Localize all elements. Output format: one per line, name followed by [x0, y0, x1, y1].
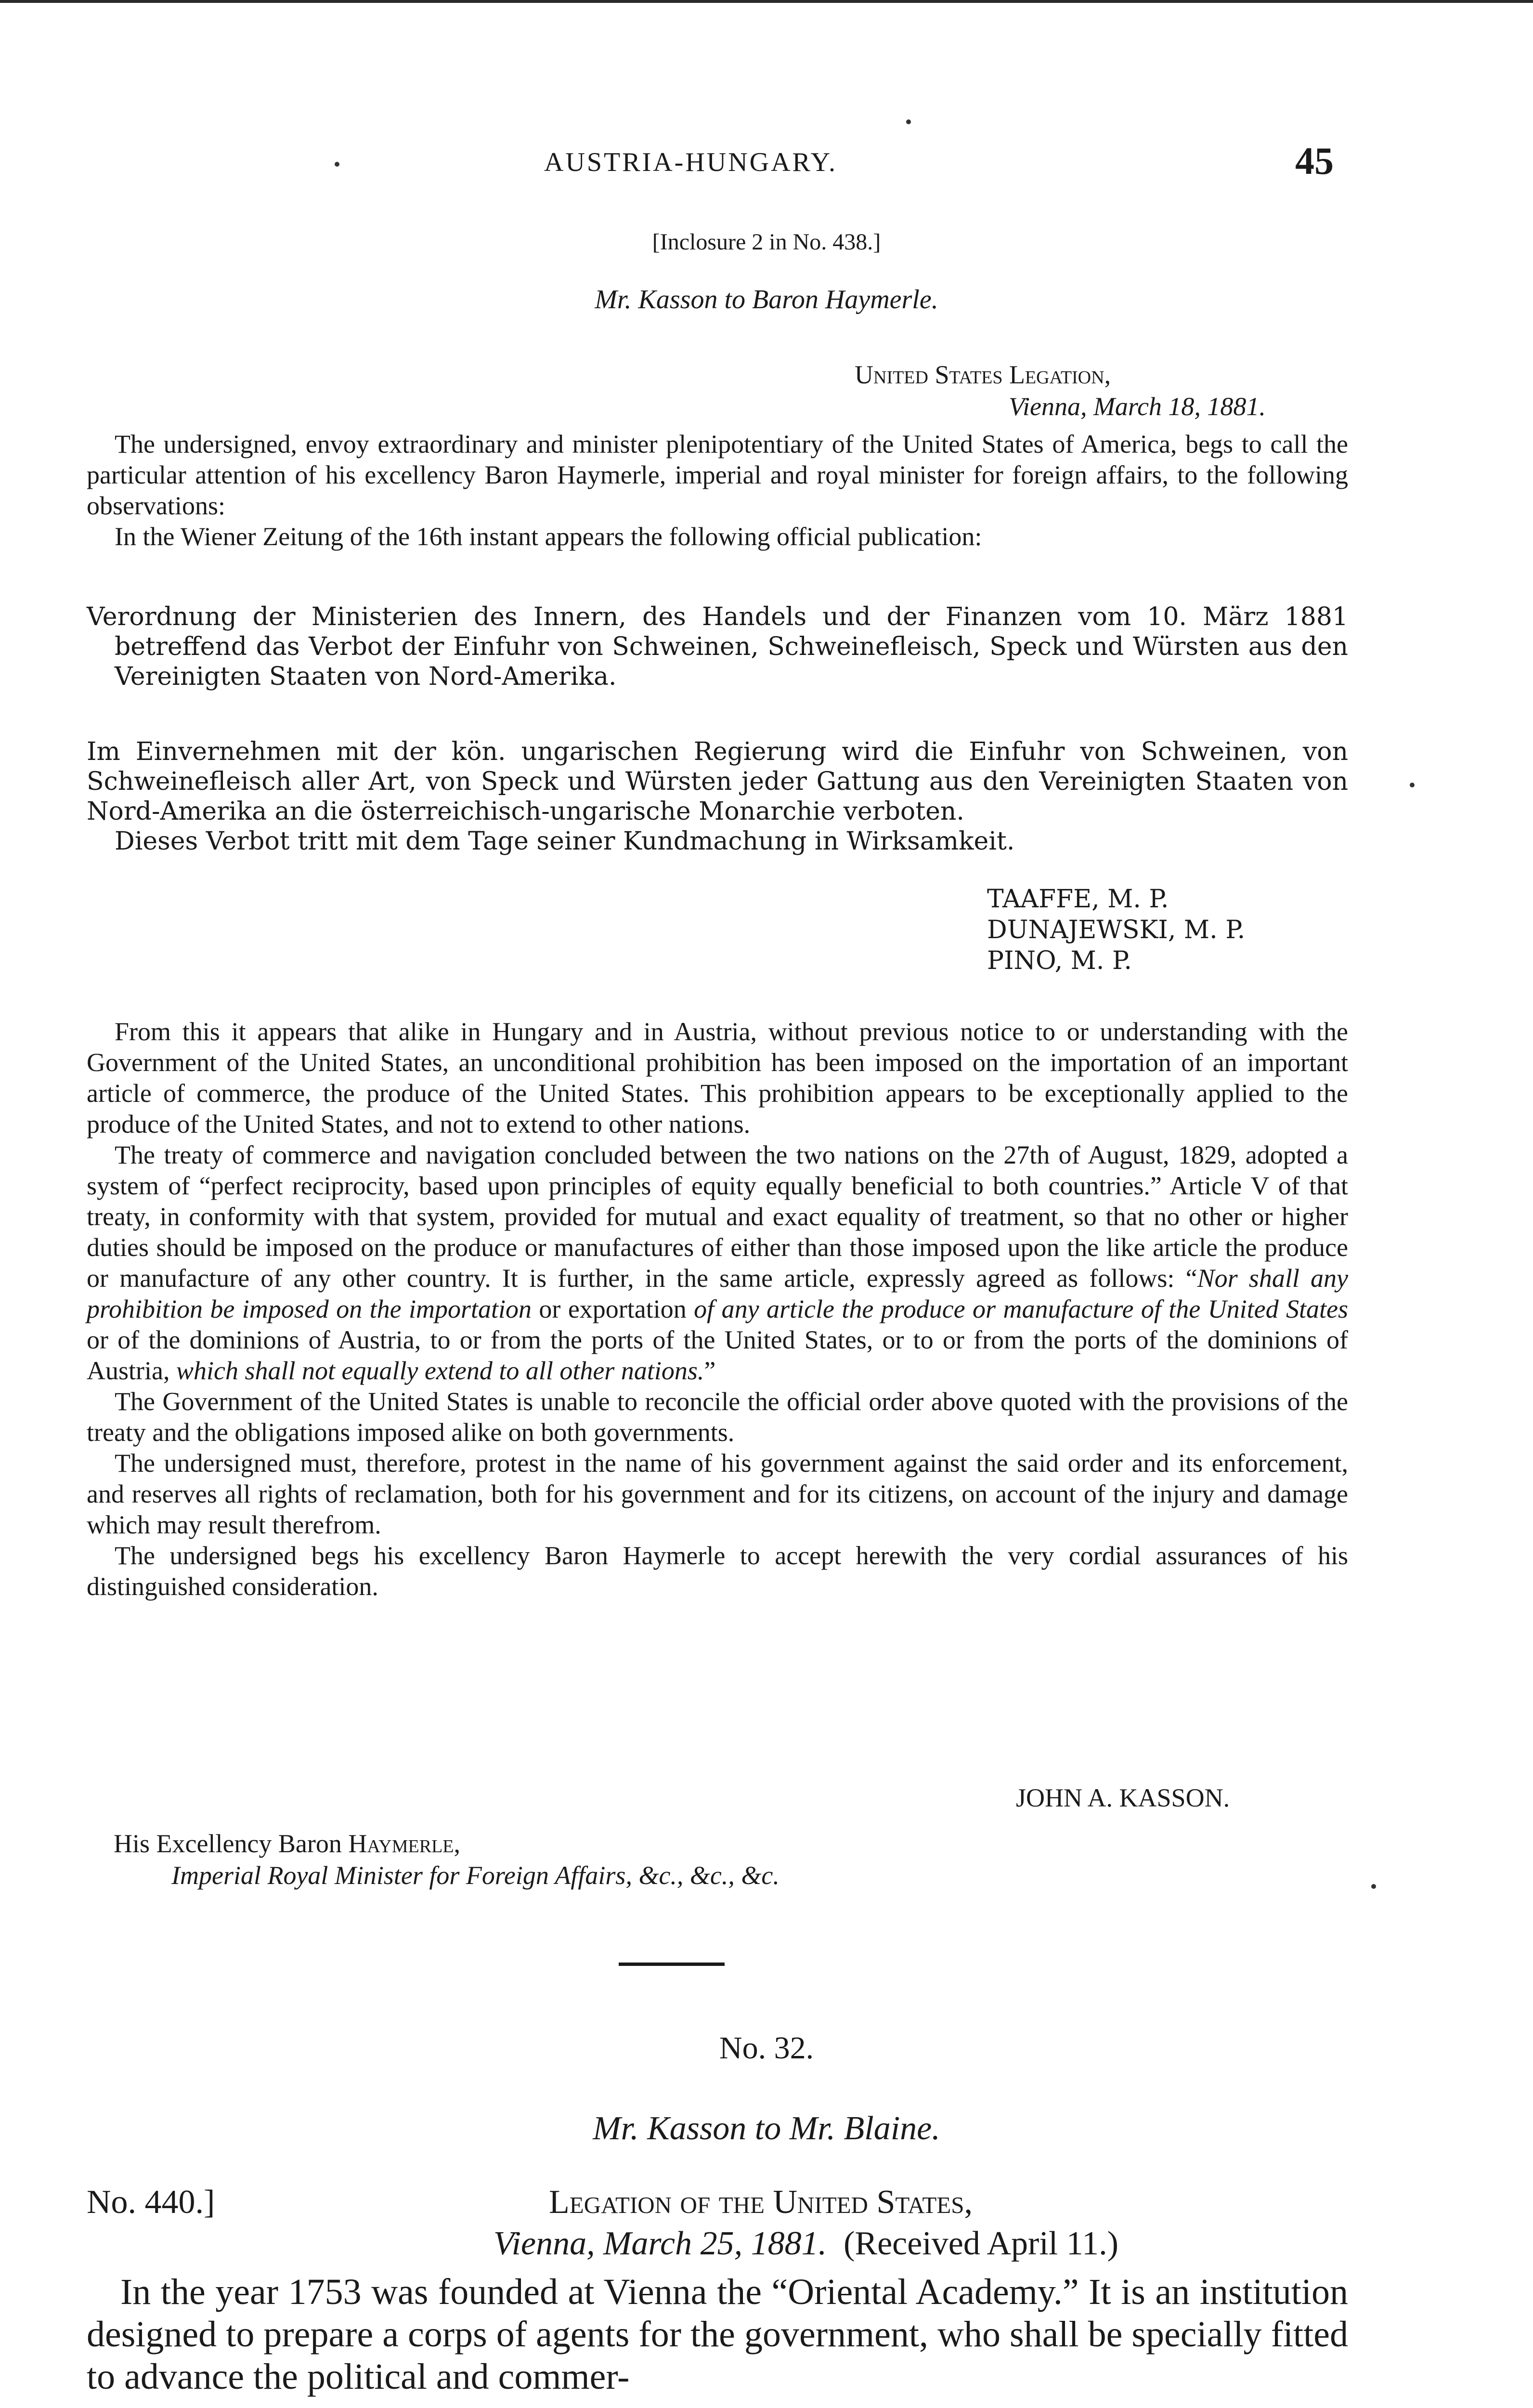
paragraph: The undersigned must, therefore, protest in the name of his government against the said order and its enforcement, and reserves all rights of reclamation, both for his government and for its citizens, on account of the injury and damage which may result therefrom.	[87, 1449, 1348, 1539]
signer: DUNAJEWSKI, M. P.	[987, 916, 1246, 944]
letter-title: Mr. Kasson to Baron Haymerle.	[595, 285, 938, 314]
letter1-body	[87, 1016, 1348, 1602]
addressee-title: Imperial Royal Minister for Foreign Affairs, &c., &c., &c.	[171, 1861, 779, 1890]
paragraph: In the year 1753 was founded at Vienna the “Oriental Academy.” It is an institution designed to prepare a corps of agents for the government, who shall be specially fitted to advance the political and commer-	[87, 2272, 1348, 2397]
print-speck	[335, 162, 339, 167]
print-speck	[1371, 1884, 1376, 1889]
letter1-place: United States Legation,	[855, 360, 1111, 389]
inclosure-label: [Inclosure 2 in No. 438.]	[652, 229, 881, 255]
paragraph: The Government of the United States is unable to reconcile the official order above quoted with the provisions of the treaty and the obligations imposed alike on both governments.	[87, 1387, 1348, 1447]
letter1-addressee	[114, 1828, 779, 1891]
letter1-date: Vienna, March 18, 1881.	[1009, 392, 1266, 421]
decree-heading-block	[87, 602, 1348, 692]
decree-body: Im Einvernehmen mit der kön. ungarischen Regierung wird die Einfuhr von Schweinen, von Schweinefleisch aller Art, von Speck und Würsten jeder Gattung aus den Vereinigten Staaten von Nord-Amerika an die österreichisch-ungarische Monarchie verboten.	[87, 737, 1348, 826]
document2-body	[87, 2271, 1348, 2398]
decree-body-block	[87, 737, 1348, 856]
section-divider	[619, 1963, 725, 1966]
paragraph: In the Wiener Zeitung of the 16th instant appears the following official publication:	[115, 522, 982, 551]
document-ref: No. 440.]	[87, 2184, 215, 2221]
paragraph: The undersigned begs his excellency Baron Haymerle to accept herewith the very cordial assurances of his distinguished consideration.	[87, 1541, 1348, 1601]
print-speck	[906, 119, 911, 124]
top-border	[0, 0, 1533, 3]
decree-signers	[987, 884, 1245, 976]
document-title: Mr. Kasson to Mr. Blaine.	[593, 2110, 940, 2147]
paragraph: The undersigned, envoy extraordinary and minister plenipotentiary of the United States of America, begs to call the particular attention of his excellency Baron Haymerle, imperial and royal minister for foreign affairs, to the following observations:	[87, 430, 1348, 520]
signer: TAAFFE, M. P.	[987, 885, 1169, 914]
decree-heading: Verordnung der Ministerien des Innern, des Handels und der Finanzen vom 10. März 1881 betreffend das Verbot der Einfuhr von Schweinen, Schweinefleisch, Speck und Würsten aus den Vereinigten Staaten von Nord-Amerika.	[87, 602, 1348, 691]
paragraph-treaty: The treaty of commerce and navigation concluded between the two nations on the 27th of August, 1829, adopted a system of “perfect reciprocity, based upon principles of equity equally beneficial to both countries.” Article V of that treaty, in conformity with that system, provided for mutual and exact equality of treatment, so that no other or higher duties should be imposed on the produce or manufactures of either than those imposed upon the like article the produce or manufacture of any other country. It is further, in the same article, expressly agreed as follows: “Nor shall any prohibition be imposed on the importation or exportation of any article the produce or manufacture of the United States or of the dominions of Austria, to or from the ports of the United States, or to or from the ports of the dominions of Austria, which shall not equally extend to all other nations.”	[87, 1140, 1348, 1385]
addressee-line: His Excellency Baron Haymerle,	[114, 1829, 461, 1858]
decree-effect: Dieses Verbot tritt mit dem Tage seiner Kundmachung in Wirksamkeit.	[115, 827, 1015, 856]
signer: PINO, M. P.	[987, 946, 1132, 975]
document-number: No. 32.	[719, 2030, 814, 2066]
letter1-intro	[87, 429, 1348, 552]
page-number: 45	[1295, 140, 1334, 183]
document2-heading	[494, 2182, 1118, 2264]
paragraph: From this it appears that alike in Hungary and in Austria, without previous notice to or understanding with the Government of the United States, an unconditional prohibition has been imposed on the importation of an important article of commerce, the produce of the United States. This prohibition appears to be exceptionally applied to the produce of the United States, and not to extend to other nations.	[87, 1017, 1348, 1139]
print-speck	[1410, 783, 1415, 787]
document2-place: Legation of the United States,	[549, 2184, 973, 2221]
letter1-heading	[855, 359, 1266, 422]
letter1-signature: JOHN A. KASSON.	[1016, 1783, 1230, 1812]
running-head: AUSTRIA-HUNGARY.	[544, 147, 838, 177]
document2-dateline: Vienna, March 25, 1881. (Received April 11.)	[494, 2225, 1118, 2262]
